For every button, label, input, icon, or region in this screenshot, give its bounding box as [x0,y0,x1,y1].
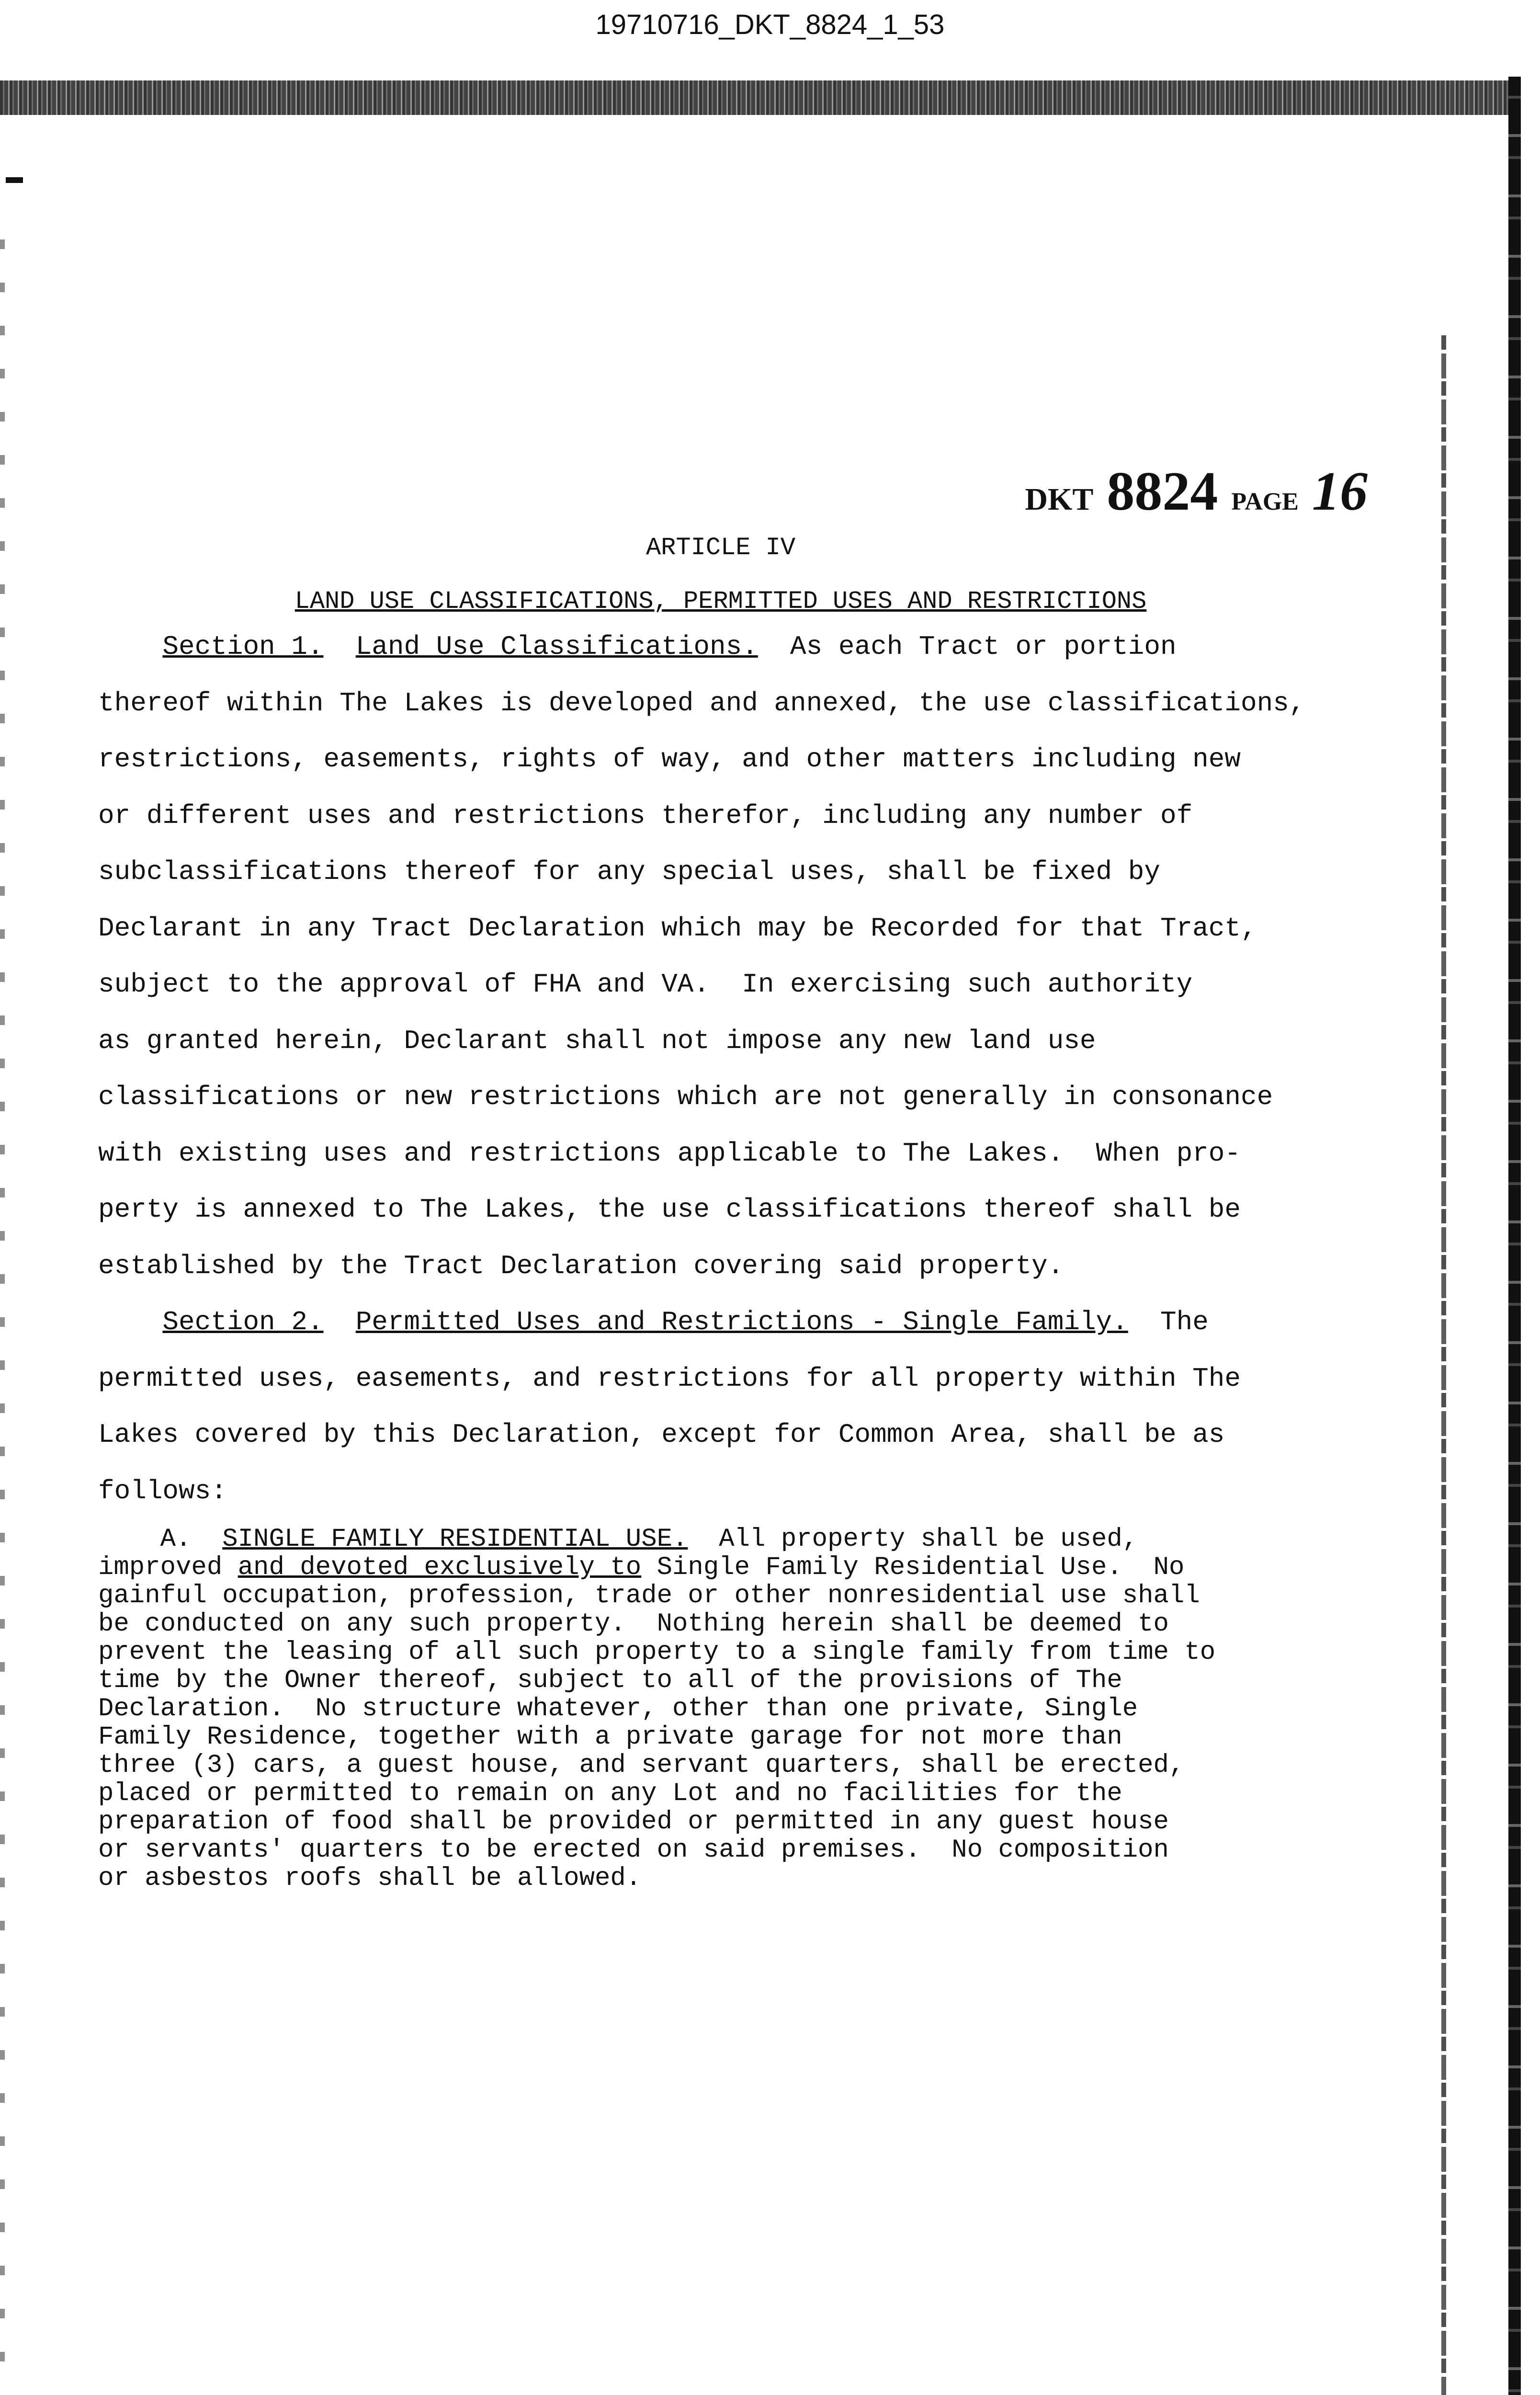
docket-page-number: 16 [1312,461,1368,522]
subsection-line: Family Residence, together with a private garage for not more than [98,1722,1122,1752]
scan-mark [6,177,23,183]
section-2-heading: Permitted Uses and Restrictions - Single Family. [355,1307,1128,1337]
subsection-line: Single Family Residential Use. No [641,1553,1185,1582]
subsection-line: or servants' quarters to be erected on said premises. No composition [98,1836,1169,1865]
article-title: ARTICLE IV [645,534,796,562]
scan-border-right [1508,77,1521,2395]
subsection-line: time by the Owner thereof, subject to all of the provisions of The [98,1666,1122,1695]
docket-stamp [1025,460,1368,524]
section-line: subject to the approval of FHA and VA. In exercising such authority [98,969,1193,1000]
subsection-line: three (3) cars, a guest house, and servant quarters, shall be erected, [98,1751,1185,1780]
section-line: follows: [98,1475,227,1506]
docket-label: DKT [1025,482,1094,517]
section-line: as granted herein, Declarant shall not impose any new land use [98,1025,1096,1056]
subsection-line: Declaration. No structure whatever, other than one private, Single [98,1694,1138,1723]
subsection-line: gainful occupation, profession, trade or other nonresidential use shall [98,1581,1200,1610]
section-line: with existing uses and restrictions applicable to The Lakes. When pro- [98,1138,1241,1169]
section-line: Declarant in any Tract Declaration which may be Recorded for that Tract, [98,912,1257,944]
section-1 [98,619,1343,1294]
section-line: classifications or new restrictions which are not generally in consonance [98,1082,1273,1112]
docket-number: 8824 [1107,461,1218,522]
section-line: subclassifications thereof for any special uses, shall be fixed by [98,856,1160,887]
scan-border-top [0,80,1513,115]
subsection-line: or asbestos roofs shall be allowed. [98,1864,642,1893]
subsection-a-heading: SINGLE FAMILY RESIDENTIAL USE. [222,1525,688,1554]
section-line: permitted uses, easements, and restrictions for all property within The [98,1363,1241,1394]
document-body [98,536,1343,1893]
section-line: The [1128,1307,1209,1337]
section-line: restrictions, easements, rights of way, and other matters including new [98,744,1241,775]
section-1-label: Section 1. [162,631,324,662]
article-subtitle: LAND USE CLASSIFICATIONS, PERMITTED USES AND RESTRICTIONS [294,587,1147,616]
section-2 [98,1294,1343,1519]
section-1-heading: Land Use Classifications. [355,631,758,662]
docket-page-label: PAGE [1231,488,1299,515]
section-line: perty is annexed to The Lakes, the use classifications thereof shall be [98,1194,1241,1225]
subsection-line: be conducted on any such property. Nothing herein shall be deemed to [98,1609,1169,1639]
file-identifier: 19710716_DKT_8824_1_53 [595,9,945,40]
scan-border-left [0,240,5,2395]
subsection-a: A. SINGLE FAMILY RESIDENTIAL USE. All property shall be used, improved and devoted exclusively to Single Family Residential Use. No gainful occupation, profession, trade or other nonresidential use shall be conducted on any such property. Nothing herein shall be deemed to prevent the leasing of all such property to a single family from time to time by the Owner thereof, subject to all of the provisions of The Declaration. No structure whatever, other than one private, Single Family Residence, together with a private garage for not more than three (3) cars, a guest house, and servant quarters, shall be erected, placed or permitted to remain on any Lot and no facilities for the preparation of food shall be provided or permitted in any guest house or servants' quarters to be erected on said premises. No composition or asbestos roofs shall be allowed. [98,1525,1343,1893]
section-line: As each Tract or portion [758,631,1177,662]
subsection-line: prevent the leasing of all such property to a single family from time to [98,1638,1216,1667]
subsection-line: placed or permitted to remain on any Lot and no facilities for the [98,1779,1122,1808]
subsection-line: preparation of food shall be provided or permitted in any guest house [98,1807,1169,1836]
section-line: thereof within The Lakes is developed and annexed, the use classifications, [98,687,1305,718]
section-2-label: Section 2. [162,1307,324,1337]
scan-border-right-inner [1441,335,1446,2395]
subsection-line: All property shall be used, [688,1525,1138,1554]
subsection-a-label: A. [160,1525,192,1554]
subsection-a-heading-cont: and devoted exclusively to [238,1553,642,1582]
section-line: established by the Tract Declaration covering said property. [98,1250,1064,1281]
section-line: or different uses and restrictions therefor, including any number of [98,800,1193,831]
section-line: Lakes covered by this Declaration, except for Common Area, shall be as [98,1419,1225,1450]
